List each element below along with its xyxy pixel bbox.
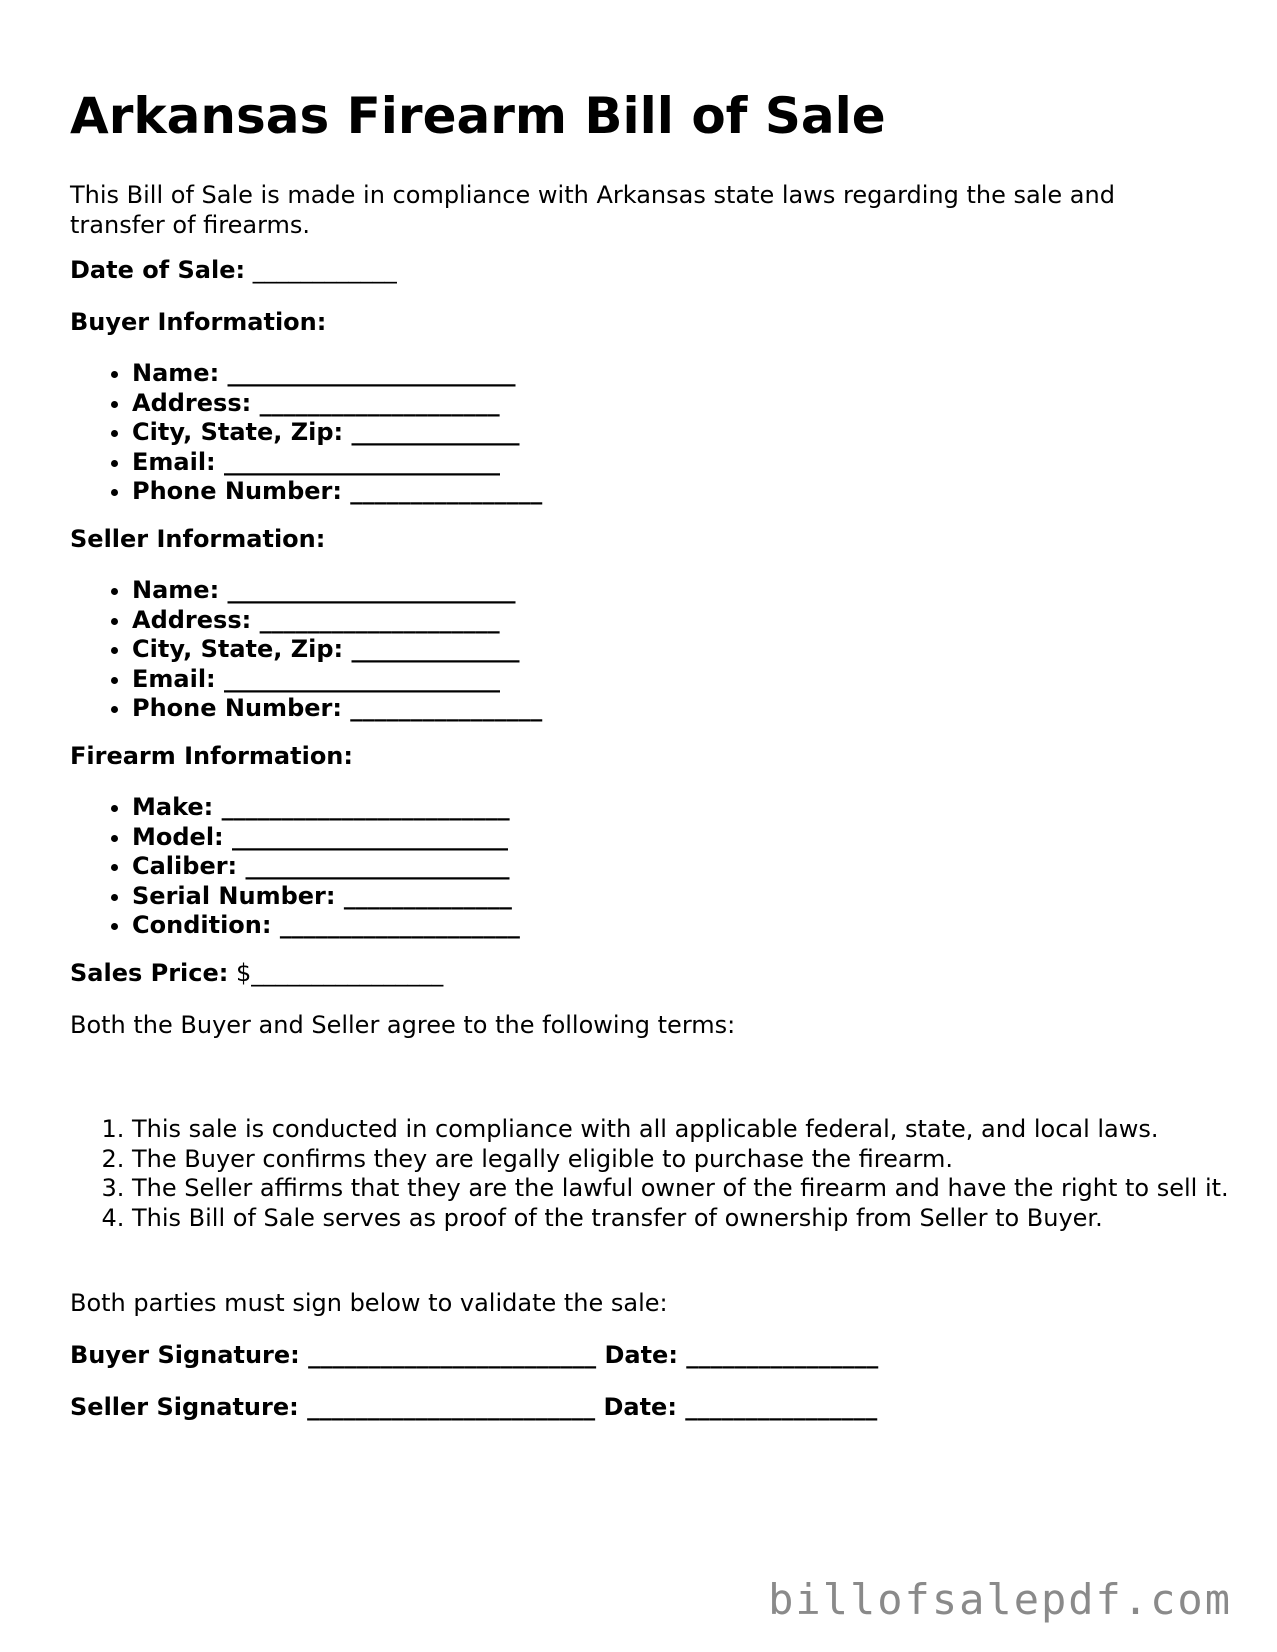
firearm-fields xyxy=(70,793,520,941)
buyer-signature-line xyxy=(70,1340,878,1370)
seller-address-field: • Address: ____________________ xyxy=(132,606,542,636)
seller-signature-label: Seller Signature: xyxy=(70,1393,299,1421)
seller-city-state-zip-blank[interactable]: ______________ xyxy=(343,635,520,663)
buyer-signature-label: Buyer Signature: xyxy=(70,1341,300,1369)
buyer-phone-field: • Phone Number: ________________ xyxy=(132,477,542,507)
buyer-phone-blank[interactable]: ________________ xyxy=(341,477,543,505)
seller-city-state-zip-field: • City, State, Zip: ______________ xyxy=(132,635,542,665)
date-of-sale-blank[interactable]: ____________ xyxy=(245,256,397,284)
intro-paragraph: This Bill of Sale is made in compliance with Arkansas state laws regarding the sale and transfer of firearms. xyxy=(70,181,1115,239)
seller-address-blank[interactable]: ____________________ xyxy=(251,605,500,634)
buyer-city-state-zip-field: • City, State, Zip: ______________ xyxy=(132,418,542,448)
firearm-serial-number-blank[interactable]: ______________ xyxy=(335,881,512,910)
date-of-sale-label: Date of Sale: xyxy=(70,256,246,284)
term-item: 3. The Seller affirms that they are the lawful owner of the firearm and have the right to sell it. xyxy=(132,1174,1262,1204)
buyer-address-field: • Address: ____________________ xyxy=(132,389,542,419)
firearm-model-blank[interactable]: _______________________ xyxy=(223,822,509,851)
seller-name-field: • Name: ________________________ xyxy=(132,576,542,606)
terms-list xyxy=(70,1115,1262,1233)
buyer-fields xyxy=(70,359,542,507)
seller-heading: Seller Information: xyxy=(70,525,326,553)
firearm-caliber-blank[interactable]: ______________________ xyxy=(237,852,510,880)
seller-email-field: • Email: _______________________ xyxy=(132,665,542,695)
firearm-condition-field: • Condition: ____________________ xyxy=(132,911,520,941)
buyer-email-field: • Email: _______________________ xyxy=(132,448,542,478)
buyer-address-blank[interactable]: ____________________ xyxy=(251,388,500,417)
seller-date-blank[interactable]: ________________ xyxy=(676,1393,878,1421)
seller-signature-blank[interactable]: ________________________ xyxy=(298,1393,604,1421)
firearm-serial-number-field: • Serial Number: ______________ xyxy=(132,882,520,912)
buyer-date-blank[interactable]: ________________ xyxy=(677,1341,879,1369)
buyer-signature-blank[interactable]: ________________________ xyxy=(299,1341,605,1369)
seller-phone-blank[interactable]: ________________ xyxy=(341,694,543,722)
seller-signature-line xyxy=(70,1392,877,1422)
term-item: 4. This Bill of Sale serves as proof of the transfer of ownership from Seller to Buyer. xyxy=(132,1204,1262,1234)
page-title: Arkansas Firearm Bill of Sale xyxy=(70,87,886,145)
buyer-email-blank[interactable]: _______________________ xyxy=(215,447,501,476)
seller-name-blank[interactable]: ________________________ xyxy=(219,576,516,604)
terms-intro: Both the Buyer and Seller agree to the following terms: xyxy=(70,1011,736,1039)
seller-fields xyxy=(70,576,542,724)
firearm-caliber-field: • Caliber: ______________________ xyxy=(132,852,520,882)
term-item: 2. The Buyer confirms they are legally eligible to purchase the firearm. xyxy=(132,1145,1262,1175)
buyer-date-label: Date: xyxy=(604,1341,678,1369)
term-item: 1. This sale is conducted in compliance with all applicable federal, state, and local laws. xyxy=(132,1115,1262,1145)
watermark: billofsalepdf.com xyxy=(768,1575,1232,1624)
sales-price-blank[interactable]: $________________ xyxy=(228,959,444,987)
sales-price-label: Sales Price: xyxy=(70,959,229,987)
buyer-name-field: • Name: ________________________ xyxy=(132,359,542,389)
firearm-make-blank[interactable]: ________________________ xyxy=(213,793,510,821)
seller-date-label: Date: xyxy=(603,1393,677,1421)
firearm-make-field: • Make: ________________________ xyxy=(132,793,520,823)
firearm-model-field: • Model: _______________________ xyxy=(132,823,520,853)
seller-email-blank[interactable]: _______________________ xyxy=(215,664,501,693)
seller-phone-field: • Phone Number: ________________ xyxy=(132,694,542,724)
buyer-name-blank[interactable]: ________________________ xyxy=(219,359,516,387)
firearm-condition-blank[interactable]: ____________________ xyxy=(271,911,520,939)
buyer-city-state-zip-blank[interactable]: ______________ xyxy=(343,418,520,446)
sign-intro: Both parties must sign below to validate the sale: xyxy=(70,1289,668,1317)
date-of-sale-line xyxy=(70,255,397,285)
buyer-heading: Buyer Information: xyxy=(70,308,327,336)
firearm-heading: Firearm Information: xyxy=(70,742,353,770)
sales-price-line xyxy=(70,958,443,988)
